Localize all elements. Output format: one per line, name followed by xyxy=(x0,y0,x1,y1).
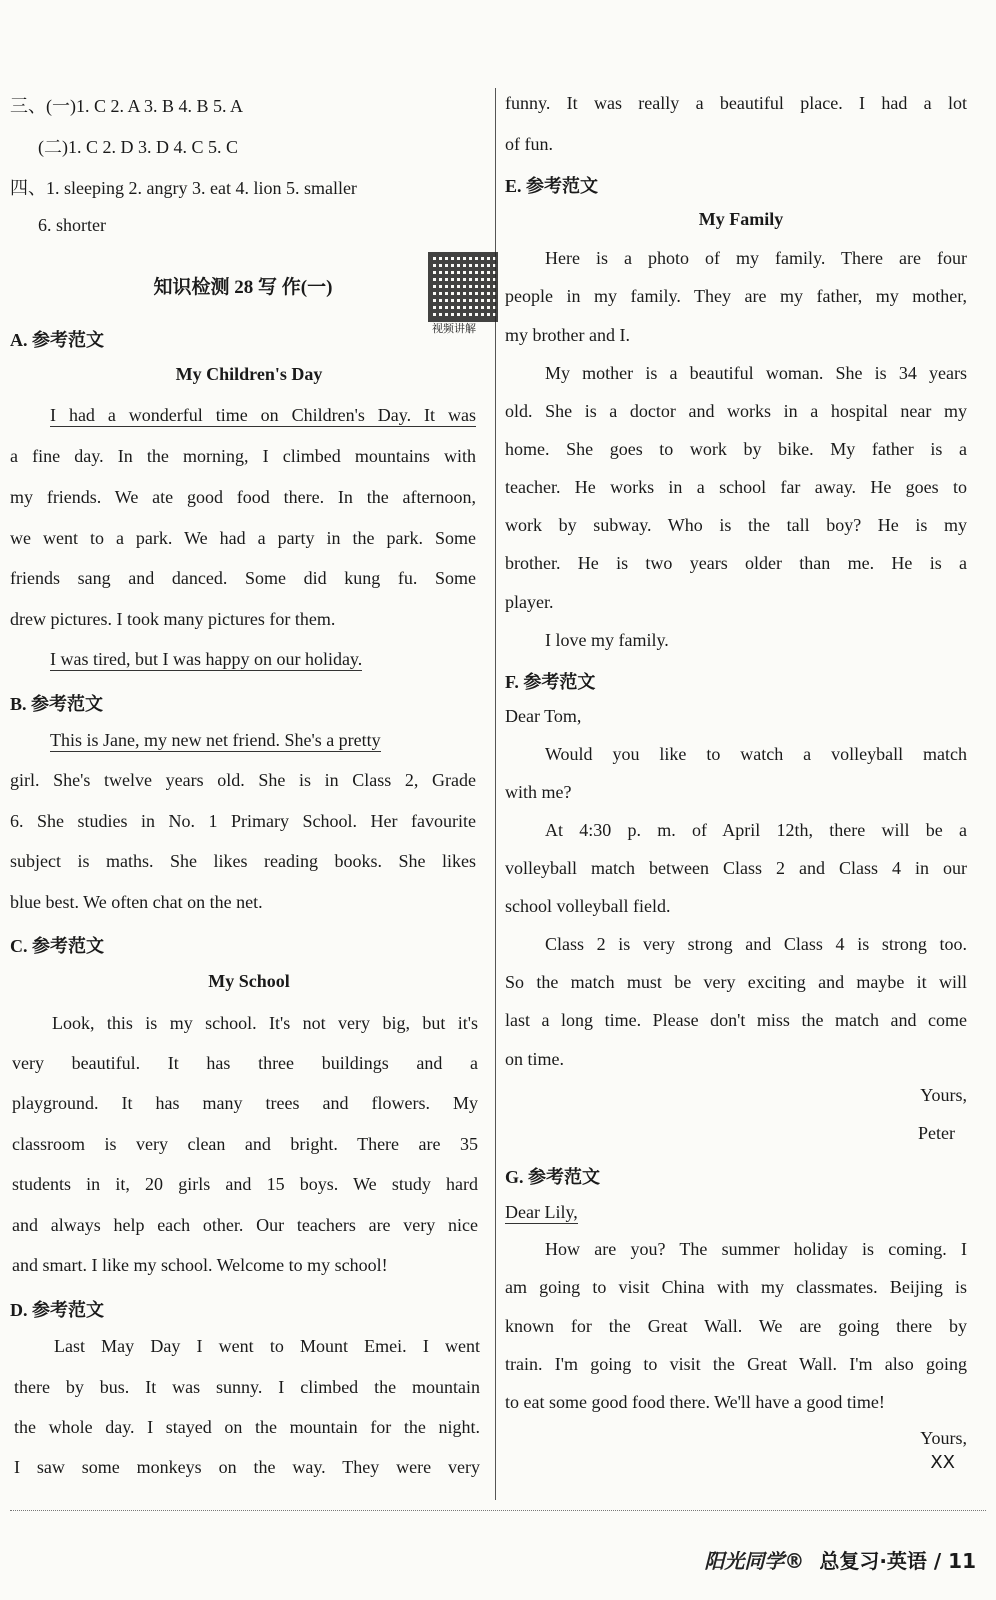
text-line: girl. She's twelve years old. She is in Class 2, Grade xyxy=(10,770,476,790)
text-line: I had a wonderful time on Children's Day. It was xyxy=(50,405,476,425)
page-footer xyxy=(704,1545,976,1574)
text-line: teacher. He works in a school far away. He goes to xyxy=(505,477,967,497)
text-line: classroom is very clean and bright. There are 35 xyxy=(12,1134,478,1154)
text-line: player. xyxy=(505,592,554,612)
text-line: I saw some monkeys on the way. They were very xyxy=(14,1457,480,1477)
signature-f: Peter xyxy=(918,1123,955,1143)
qr-label: 视频讲解 xyxy=(432,322,476,335)
text-line: with me? xyxy=(505,782,572,802)
signature-g: XX xyxy=(930,1452,955,1473)
heading-a: A. 参考范文 xyxy=(10,330,104,350)
text-line: Dear Lily, xyxy=(505,1202,578,1222)
heading-g: G. 参考范文 xyxy=(505,1167,601,1187)
text-line: Last May Day I went to Mount Emei. I went xyxy=(54,1336,480,1356)
text-line: and smart. I like my school. Welcome to my school! xyxy=(12,1255,388,1275)
text-line: known for the Great Wall. We are going there by xyxy=(505,1316,967,1336)
text-line: blue best. We often chat on the net. xyxy=(10,892,263,912)
text-line: of fun. xyxy=(505,134,553,154)
text-line: This is Jane, my new net friend. She's a pretty xyxy=(50,730,381,750)
text-line: there by bus. It was sunny. I climbed the mountain xyxy=(14,1377,480,1397)
brand-logo: 阳光同学® xyxy=(704,1549,805,1573)
answer-line-san-2: (二)1. C 2. D 3. D 4. C 5. C xyxy=(38,137,239,157)
text-line: people in my family. They are my father, my mother, xyxy=(505,286,967,306)
text-line: brother. He is two years older than me. He is a xyxy=(505,553,967,573)
closing-g: Yours, xyxy=(920,1428,967,1448)
text-line: the whole day. I stayed on the mountain for the night. xyxy=(14,1417,480,1437)
footer-text: 总复习·英语 / 11 xyxy=(819,1549,976,1573)
text-line: Would you like to watch a volleyball match xyxy=(545,744,967,764)
text-line: Here is a photo of my family. There are four xyxy=(545,248,967,268)
text-line: old. She is a doctor and works in a hospital near my xyxy=(505,401,967,421)
heading-b: B. 参考范文 xyxy=(10,694,104,714)
text-line: Dear Tom, xyxy=(505,706,582,726)
text-line: subject is maths. She likes reading books. She likes xyxy=(10,851,476,871)
text-line: students in it, 20 girls and 15 boys. We study hard xyxy=(12,1174,478,1194)
heading-e: E. 参考范文 xyxy=(505,176,599,196)
text-line: home. She goes to work by bike. My father is a xyxy=(505,439,967,459)
heading-c: C. 参考范文 xyxy=(10,936,104,956)
text-line: friends sang and danced. Some did kung fu. Some xyxy=(10,568,476,588)
text-line: we went to a park. We had a party in the park. Some xyxy=(10,528,476,548)
text-line: drew pictures. I took many pictures for them. xyxy=(10,609,336,629)
text-line: am going to visit China with my classmates. Beijing is xyxy=(505,1277,967,1297)
closing-f: Yours, xyxy=(920,1085,967,1105)
text-line: How are you? The summer holiday is coming. I xyxy=(545,1239,967,1259)
text-line: So the match must be very exciting and maybe it will xyxy=(505,972,967,992)
text-line: Look, this is my school. It's not very big, but it's xyxy=(52,1013,478,1033)
text-line: train. I'm going to visit the Great Wall. I'm also going xyxy=(505,1354,967,1374)
heading-d: D. 参考范文 xyxy=(10,1300,104,1320)
text-line: my friends. We ate good food there. In the afternoon, xyxy=(10,487,476,507)
text-line: funny. It was really a beautiful place. I had a lot xyxy=(505,93,967,113)
title-e: My Family xyxy=(698,209,784,229)
heading-f: F. 参考范文 xyxy=(505,672,596,692)
text-line: I love my family. xyxy=(545,630,669,650)
title-a: My Children's Day xyxy=(175,364,323,384)
text-line: 6. She studies in No. 1 Primary School. Her favourite xyxy=(10,811,476,831)
text-line: My mother is a beautiful woman. She is 34 years xyxy=(545,363,967,383)
title-c: My School xyxy=(208,971,290,991)
text-line: At 4:30 p. m. of April 12th, there will be a xyxy=(545,820,967,840)
answer-line-si-1: 四、1. sleeping 2. angry 3. eat 4. lion 5. smaller xyxy=(10,178,357,198)
text-line: work by subway. Who is the tall boy? He is my xyxy=(505,515,967,535)
footer-divider xyxy=(10,1510,986,1511)
text-line: on time. xyxy=(505,1049,564,1069)
text-line: I was tired, but I was happy on our holiday. xyxy=(50,649,363,669)
text-line: and always help each other. Our teachers are very nice xyxy=(12,1215,478,1235)
section-title: 知识检测 28 写 作(一) xyxy=(153,277,333,298)
text-line: a fine day. In the morning, I climbed mountains with xyxy=(10,446,476,466)
text-line: Class 2 is very strong and Class 4 is strong too. xyxy=(545,934,967,954)
answer-line-si-2: 6. shorter xyxy=(38,215,106,235)
text-line: playground. It has many trees and flowers. My xyxy=(12,1093,478,1113)
text-line: school volleyball field. xyxy=(505,896,671,916)
text-line: volleyball match between Class 2 and Class 4 in our xyxy=(505,858,967,878)
text-line: my brother and I. xyxy=(505,325,630,345)
answer-line-san-1: 三、(一)1. C 2. A 3. B 4. B 5. A xyxy=(10,96,244,116)
qr-code-icon[interactable] xyxy=(428,252,498,322)
text-line: last a long time. Please don't miss the match and come xyxy=(505,1010,967,1030)
text-line: very beautiful. It has three buildings and a xyxy=(12,1053,478,1073)
text-line: to eat some good food there. We'll have a good time! xyxy=(505,1392,885,1412)
